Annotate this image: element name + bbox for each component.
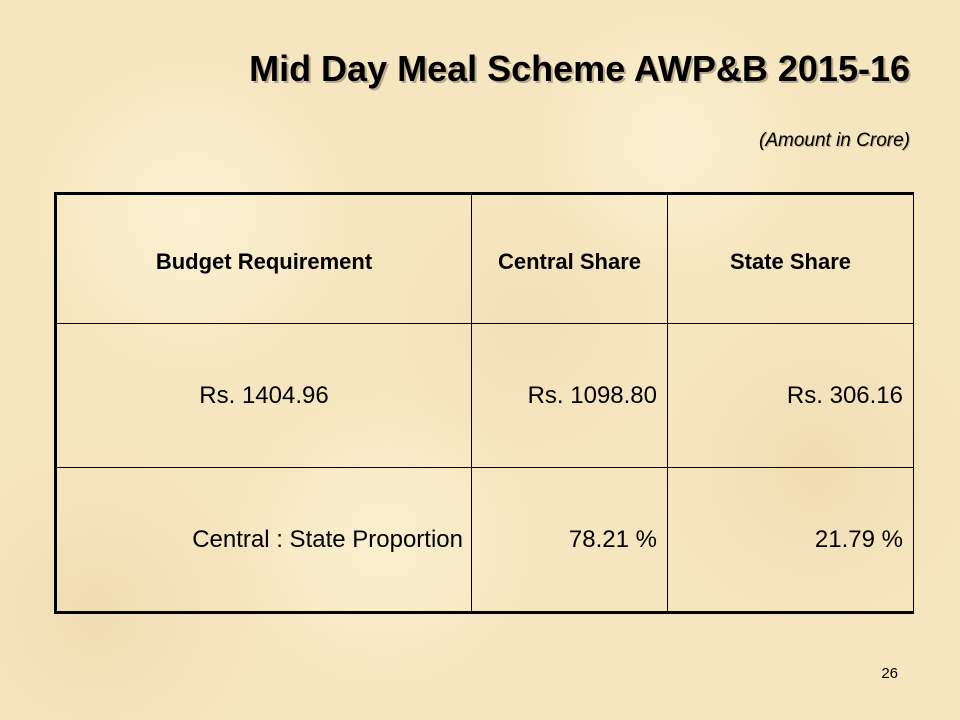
proportion-label: Central : State Proportion (56, 468, 472, 613)
central-proportion-value: 78.21 % (472, 468, 668, 613)
header-budget-requirement: Budget Requirement (56, 194, 472, 324)
header-central-share: Central Share (472, 194, 668, 324)
table-row (56, 324, 914, 468)
slide-title: Mid Day Meal Scheme AWP&B 2015-16 (249, 48, 910, 89)
state-share-value: Rs. 306.16 (668, 324, 914, 468)
central-share-value: Rs. 1098.80 (472, 324, 668, 468)
budget-requirement-value: Rs. 1404.96 (56, 324, 472, 468)
page-number: 26 (881, 665, 898, 682)
table-header-row (56, 194, 914, 324)
budget-table (54, 192, 914, 614)
table-row (56, 468, 914, 613)
state-proportion-value: 21.79 % (668, 468, 914, 613)
header-state-share: State Share (668, 194, 914, 324)
amount-unit-note: (Amount in Crore) (759, 130, 910, 151)
